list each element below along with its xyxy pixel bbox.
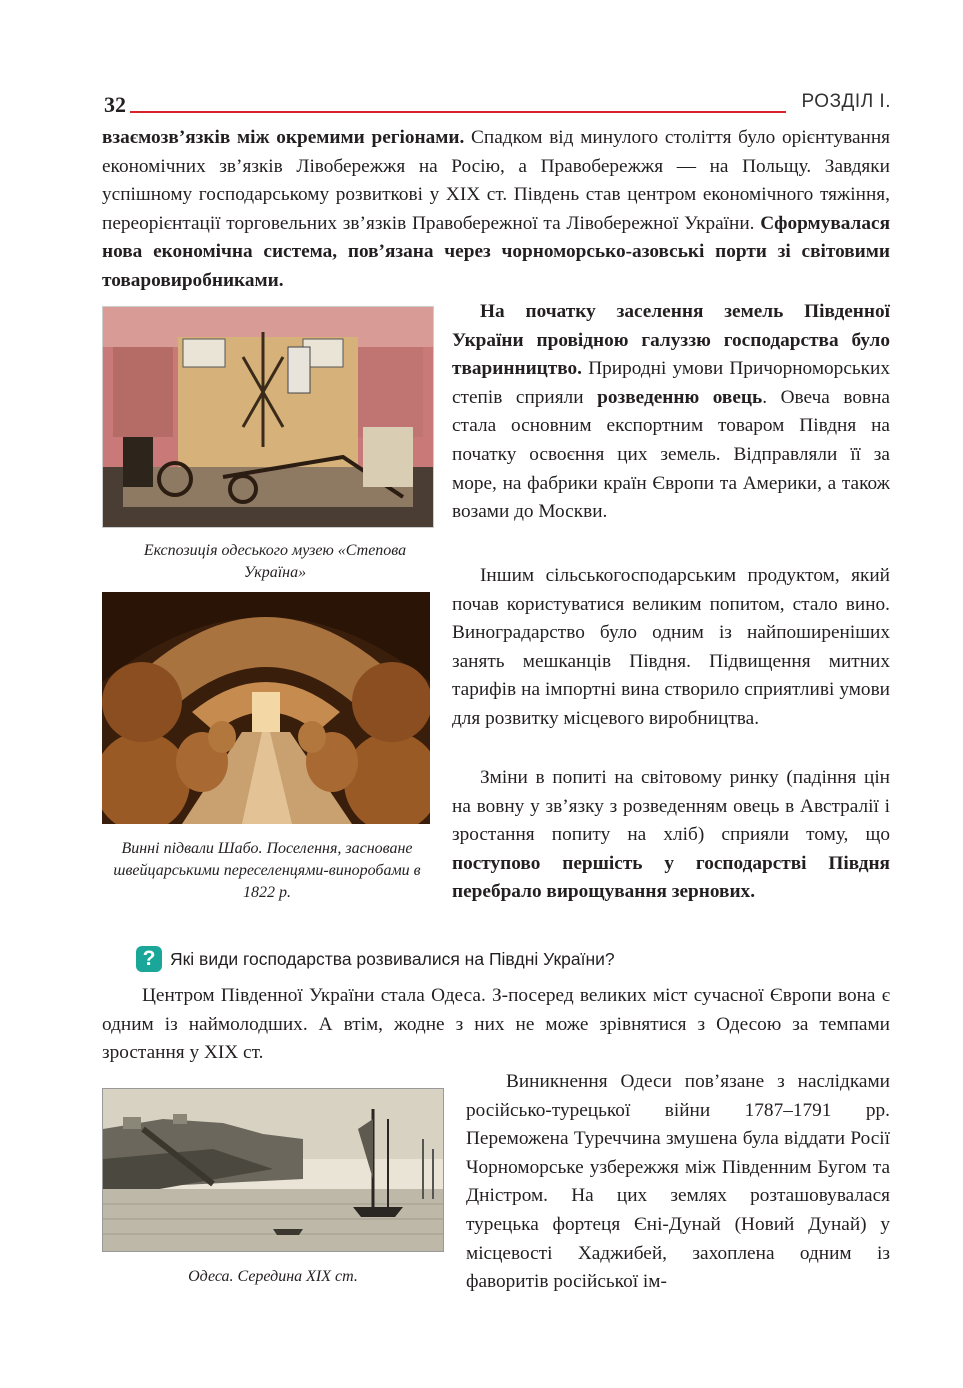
wine-cellar-photo <box>102 592 430 824</box>
odesa-caption: Одеса. Середина ХІХ ст. <box>188 1268 358 1285</box>
grain-text: Зміни в попиті на світовому ринку (падіння цін на вовну у зв’язку з розведенням овець в Австралії і зростання попиту на хліб) сприяли тому, що <box>452 767 890 846</box>
livestock-paragraph <box>452 298 890 527</box>
section-label: РОЗДІЛ І. <box>801 91 891 112</box>
intro-text: Спадком від минулого століття було орієнтування економічних зв’язків Лівобережжя на Росію, а Правобережжя — на Польщу. Завдяки успішному господарському розвиткові у ХІХ ст. Південь став центром економічного тяжіння, переорієнтації торговельних зв’язків Правобережної та Лівобережної України. <box>102 127 891 234</box>
livestock-bold: На початку заселення земель Південної України провідною галуззю господарства було тваринництво. <box>452 301 890 380</box>
odesa-center-paragraph: Центром Південної України стала Одеса. З-посеред великих міст сучасної Європи вона є одним із наймолодших. А втім, жодне з них не може зрівнятися з Одесою за темпами зростання у ХІХ ст. <box>102 985 890 1064</box>
question-text: Які види господарства розвивалися на Півдні України? <box>170 948 615 969</box>
review-question <box>136 946 615 972</box>
museum-photo <box>102 306 434 528</box>
question-icon: ? <box>136 946 162 972</box>
intro-bold-start: взаємозв’язків між окремими регіонами. <box>102 127 465 148</box>
livestock-text: Природні умови Причорноморських степів сприяли <box>452 358 890 408</box>
header-rule <box>130 111 786 113</box>
wine-paragraph: Іншим сільськогосподарським продуктом, який почав користуватися великим попитом, стало вино. Виноградарство було одним із найпоширеніших занять мешканців Півдня. Підвищення митних тарифів на імпортні вина створило сприятливі умови для розвитку місцевого виробництва. <box>452 565 890 729</box>
page-number: 32 <box>104 92 126 117</box>
livestock-text-end: . Овеча вовна стала основним експортним товаром Півдня на початку освоєння цих земель. Відправляли її за море, на фабрики країн Європи та Америки, а також возами до Москви. <box>452 386 890 523</box>
museum-caption: Експозиція одеського музею «Степова Україна» <box>143 542 407 581</box>
grain-bold: поступово першість у господарстві Півдня перебрало вирощування зернових. <box>452 852 890 903</box>
odesa-origin-paragraph: Виникнення Одеси пов’язане з наслідками російсько-турецької війни 1787–1791 рр. Переможена Туреччина змушена була віддати Росії Чорноморське узбережжя між Південним Бугом та Дністром. На цих землях розташовувалася турецька фортеця Єні-Дунай (Новий Дунай) у місцевості Хаджибей, захоплена одним із фаворитів російської ім- <box>466 1071 890 1293</box>
grain-paragraph <box>452 764 890 907</box>
intro-bold-end: Сформувалася нова економічна система, пов’язана через чорноморсько-азовські порти зі світовими товаровиробниками. <box>102 212 890 291</box>
cellar-caption: Винні підвали Шабо. Поселення, засноване швейцарськими переселенцями-виноробами в 1822 р. <box>113 840 421 901</box>
sheep-bold: розведенню овець <box>597 386 763 408</box>
intro-paragraph <box>102 124 890 296</box>
odesa-engraving <box>102 1088 444 1252</box>
